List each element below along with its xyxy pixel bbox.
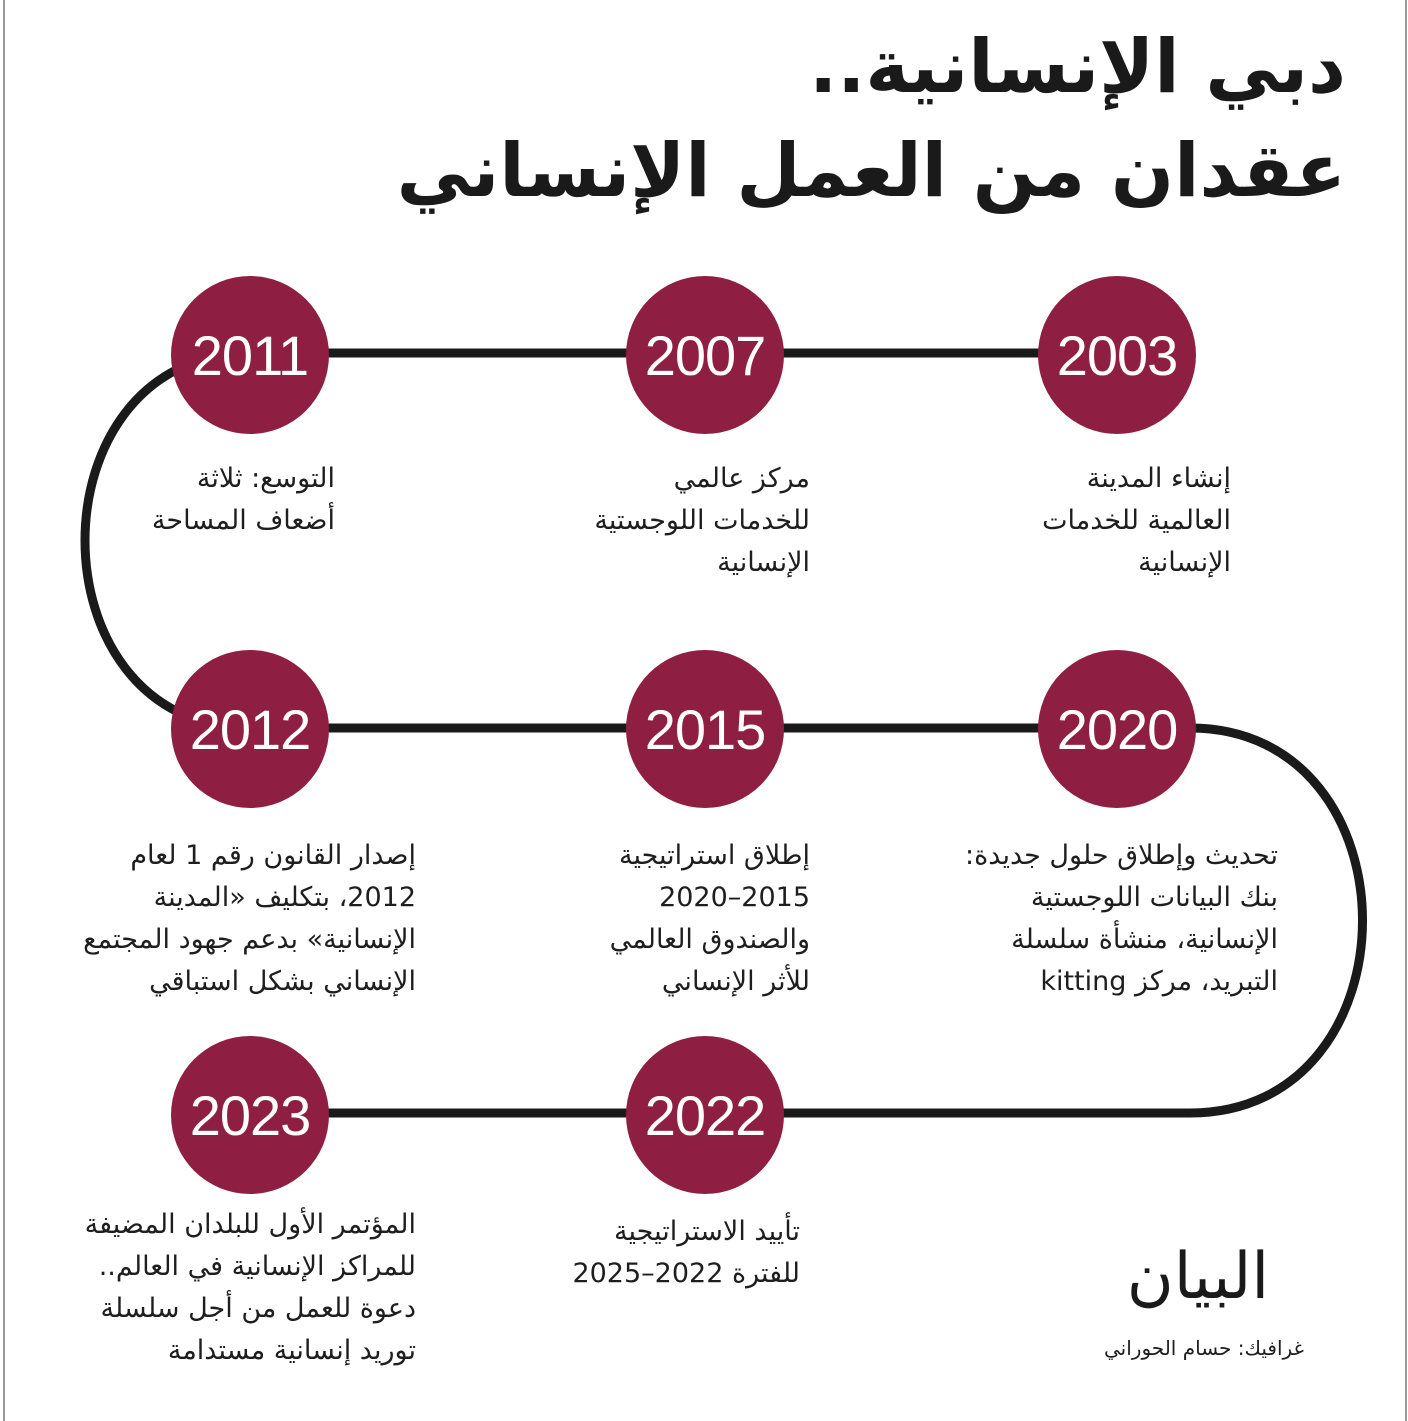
desc-line: إنشاء المدينة bbox=[1086, 463, 1231, 494]
desc-line: للخدمات اللوجستية bbox=[594, 505, 810, 536]
desc-line: الإنسانية bbox=[717, 547, 810, 578]
year-circle-2023: 2023 bbox=[171, 1036, 329, 1194]
milestone-desc-2003 bbox=[1042, 458, 1231, 584]
albayan-logo: البيان bbox=[1126, 1240, 1270, 1314]
milestone-desc-2023 bbox=[85, 1204, 416, 1372]
year-circle-2022: 2022 bbox=[626, 1036, 784, 1194]
year-circle-2011: 2011 bbox=[171, 276, 329, 434]
milestone-desc-2012 bbox=[83, 835, 416, 1003]
desc-line: بنك البيانات اللوجستية bbox=[1030, 882, 1278, 913]
desc-line: 2015–2020 bbox=[659, 882, 810, 913]
year-circle-2003: 2003 bbox=[1038, 276, 1196, 434]
desc-line: دعوة للعمل من أجل سلسلة bbox=[100, 1293, 416, 1324]
desc-line: الإنساني بشكل استباقي bbox=[149, 966, 416, 997]
desc-line: الإنسانية، منشأة سلسلة bbox=[1011, 924, 1278, 955]
milestone-desc-2020 bbox=[965, 835, 1278, 1003]
year-circle-2012: 2012 bbox=[171, 650, 329, 808]
milestone-desc-2011 bbox=[152, 458, 335, 542]
desc-line: للأثر الإنساني bbox=[661, 966, 810, 997]
year-circle-2015: 2015 bbox=[626, 650, 784, 808]
milestone-desc-2007 bbox=[594, 458, 810, 584]
desc-line: تحديث وإطلاق حلول جديدة: bbox=[965, 840, 1278, 871]
desc-line: للفترة 2022–2025 bbox=[572, 1258, 800, 1289]
graphic-credit: غرافيك: حسام الحوراني bbox=[1104, 1336, 1304, 1360]
desc-line: التبريد، مركز kitting bbox=[1040, 966, 1278, 997]
desc-line: أضعاف المساحة bbox=[151, 505, 335, 536]
desc-line: إطلاق استراتيجية bbox=[618, 840, 810, 871]
desc-line: التوسع: ثلاثة bbox=[196, 463, 335, 494]
desc-line: للمراكز الإنسانية في العالم.. bbox=[98, 1251, 416, 1282]
desc-line: الإنسانية bbox=[1138, 547, 1231, 578]
title-line-1: دبي الإنسانية.. bbox=[809, 24, 1346, 110]
desc-line: 2012، بتكليف «المدينة bbox=[153, 882, 416, 913]
desc-line: والصندوق العالمي bbox=[609, 924, 810, 955]
desc-line: مركز عالمي bbox=[673, 463, 810, 494]
desc-line: تأييد الاستراتيجية bbox=[614, 1216, 800, 1247]
desc-line: المؤتمر الأول للبلدان المضيفة bbox=[84, 1209, 416, 1240]
desc-line: توريد إنسانية مستدامة bbox=[167, 1335, 416, 1366]
desc-line: العالمية للخدمات bbox=[1042, 505, 1231, 536]
milestone-desc-2022 bbox=[572, 1211, 800, 1295]
year-circle-2007: 2007 bbox=[626, 276, 784, 434]
desc-line: الإنسانية» بدعم جهود المجتمع bbox=[83, 924, 416, 955]
milestone-desc-2015 bbox=[610, 835, 810, 1003]
title-line-2: عقدان من العمل الإنساني bbox=[396, 128, 1346, 214]
year-circle-2020: 2020 bbox=[1038, 650, 1196, 808]
desc-line: إصدار القانون رقم 1 لعام bbox=[130, 840, 416, 871]
